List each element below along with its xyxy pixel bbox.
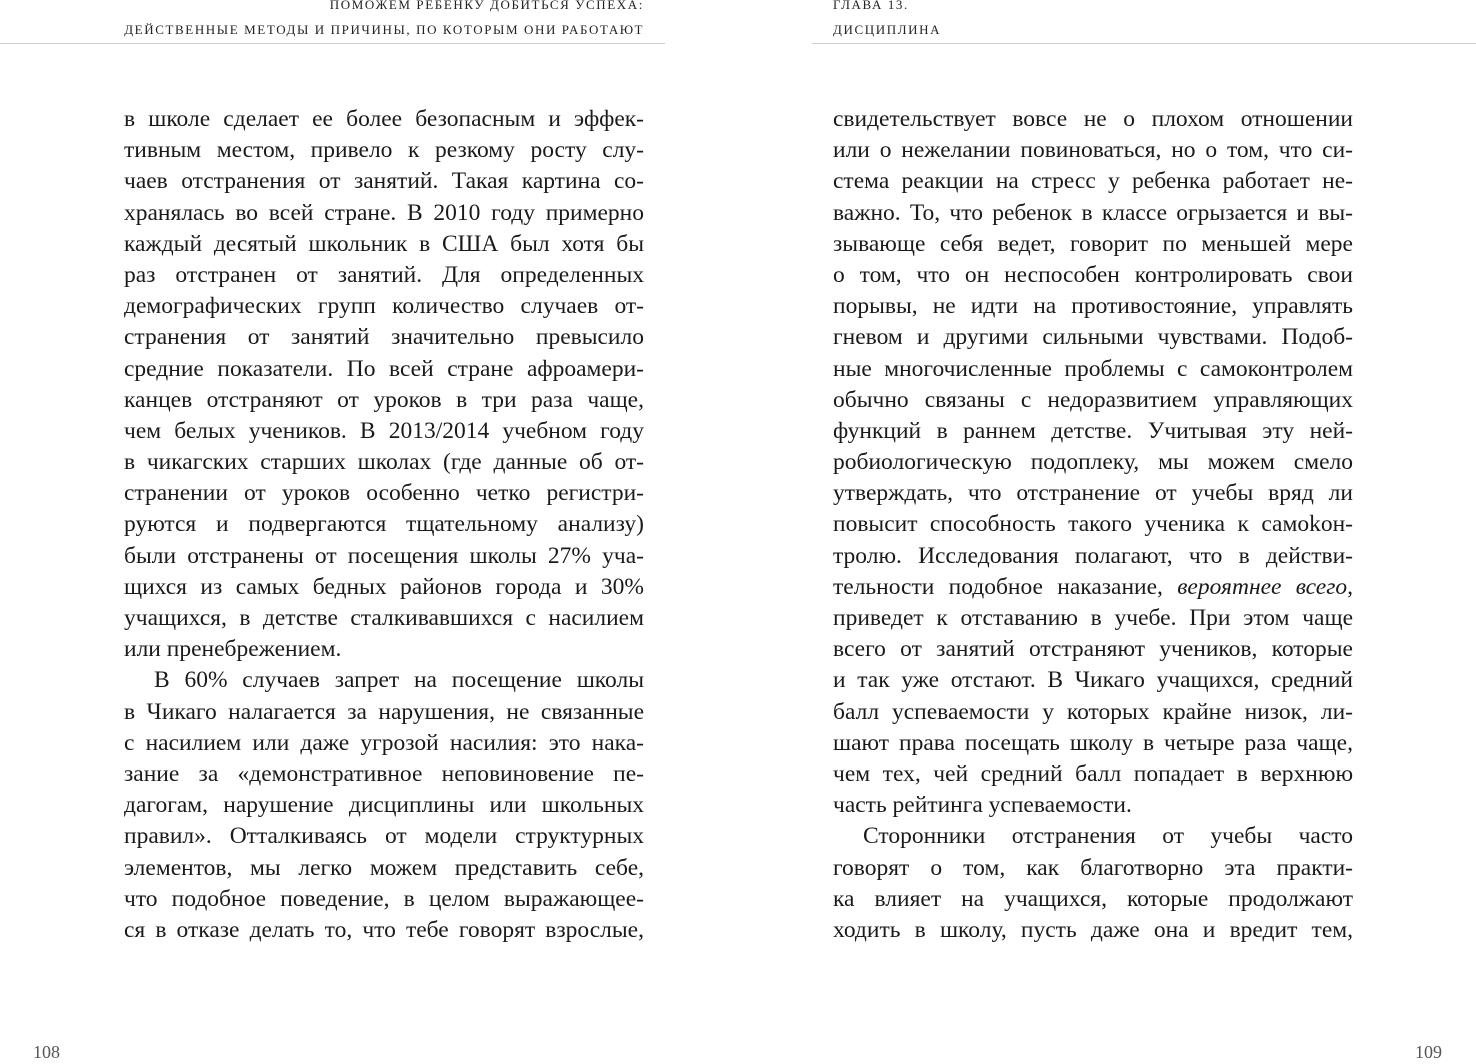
running-head-left-line2: ДЕЙСТВЕННЫЕ МЕТОДЫ И ПРИЧИНЫ, ПО КОТОРЫМ ОНИ РАБОТАЮТ xyxy=(124,22,644,37)
body-line: зывающе себя ведет, говорит по меньшей мере xyxy=(833,230,1353,257)
italic-phrase: вероятнее всего, xyxy=(1177,573,1353,600)
body-line: функций в раннем детстве. Учитывая эту ней- xyxy=(833,417,1353,444)
running-head-left-line1: ПОМОЖЕМ РЕБЕНКУ ДОБИТЬСЯ УСПЕХА: xyxy=(329,0,644,12)
body-line: или пренебрежением. xyxy=(124,636,342,663)
body-line: тролю. Исследования полагают, что в действи- xyxy=(833,542,1353,569)
body-line: учащихся, в детстве сталкивавшихся с насилием xyxy=(124,605,644,631)
body-line: дагогам, нарушение дисциплины или школьных xyxy=(124,792,644,819)
body-line: приведет к отставанию в учебе. При этом чаще xyxy=(833,605,1353,631)
body-line: гневом и другими сильными чувствами. Подоб- xyxy=(833,324,1353,351)
running-head-right xyxy=(833,0,1353,42)
body-line: о том, что он неспособен контролировать свои xyxy=(833,261,1353,288)
body-line: странении от уроков особенно четко регистри- xyxy=(124,480,644,507)
body-line: правил». Отталкиваясь от модели структурных xyxy=(124,823,644,850)
body-line: руются и подвергаются тщательному анализу) xyxy=(124,511,644,538)
body-line: демографических групп количество случаев от- xyxy=(124,293,644,320)
left-page-body xyxy=(124,104,644,946)
body-line: балл успеваемости у которых крайне низок, ли- xyxy=(833,698,1353,725)
body-line: всего от занятий отстраняют учеников, которые xyxy=(833,636,1353,663)
body-line: важно. То, что ребенок в классе огрызается и вы- xyxy=(833,199,1353,226)
body-line-with-italic xyxy=(833,572,1353,603)
header-rule-right xyxy=(812,43,1476,44)
body-line: чаев отстранения от занятий. Такая картина со- xyxy=(124,168,644,195)
body-line: свидетельствует вовсе не о плохом отношении xyxy=(833,106,1353,132)
body-line: ходить в школу, пусть даже она и вредит тем, xyxy=(833,916,1353,943)
body-line: ные многочисленные проблемы с самоконтролем xyxy=(833,355,1353,382)
body-line: шают права посещать школу в четыре раза чаще, xyxy=(833,729,1353,756)
body-line: Сторонники отстранения от учебы часто xyxy=(863,823,1353,850)
body-line: говорят о том, как благотворно эта практи- xyxy=(833,854,1353,881)
body-line: хранялась во всей стране. В 2010 году примерно xyxy=(124,199,644,226)
body-line: с насилием или даже угрозой насилия: это нака- xyxy=(124,729,644,756)
body-line: щихся из самых бедных районов города и 30% xyxy=(124,573,644,600)
body-line: и так уже отстают. В Чикаго учащихся, средний xyxy=(833,667,1353,694)
body-line: часть рейтинга успеваемости. xyxy=(833,792,1132,819)
body-line: порывы, не идти на противостояние, управлять xyxy=(833,293,1353,320)
body-line: ка влияет на учащихся, которые продолжают xyxy=(833,885,1353,912)
body-line: были отстранены от посещения школы 27% уча- xyxy=(124,542,644,569)
page-number-left: 108 xyxy=(33,1042,60,1062)
body-line: раз отстранен от занятий. Для определенных xyxy=(124,261,644,288)
body-line: чем тех, чей средний балл попадает в верхнюю xyxy=(833,760,1353,787)
body-line: повысит способность такого ученика к самоkон- xyxy=(833,511,1353,538)
body-line: что подобное поведение, в целом выражающее- xyxy=(124,885,644,912)
page-number-right: 109 xyxy=(1415,1042,1442,1062)
running-head-right-line1: ГЛАВА 13. xyxy=(833,0,909,12)
body-line: чем белых учеников. В 2013/2014 учебном году xyxy=(124,417,644,444)
body-line: В 60% случаев запрет на посещение школы xyxy=(154,667,644,694)
running-head-right-line2: ДИСЦИПЛИНА xyxy=(833,22,942,37)
body-line: обычно связаны с недоразвитием управляющих xyxy=(833,386,1353,413)
body-line: зание за «демонстративное неповиновение пе- xyxy=(124,760,644,787)
body-line: тивным местом, привело к резкому росту слу- xyxy=(124,137,644,164)
body-line: или о нежелании повиноваться, но о том, что си- xyxy=(833,137,1353,164)
body-line: каждый десятый школьник в США был хотя бы xyxy=(124,230,644,257)
body-line: канцев отстраняют от уроков в три раза чаще, xyxy=(124,386,644,413)
body-line: ся в отказе делать то, что тебе говорят взрослые, xyxy=(124,916,644,943)
body-line-prefix: тельности подобное наказание, xyxy=(833,573,1178,600)
body-line: в чикагских старших школах (где данные об от- xyxy=(124,449,644,476)
body-line: стема реакции на стресс у ребенка работает не- xyxy=(833,168,1353,195)
body-line: в школе сделает ее более безопасным и эффек- xyxy=(124,106,644,132)
body-line: утверждать, что отстранение от учебы вряд ли xyxy=(833,480,1353,507)
body-line: в Чикаго налагается за нарушения, не связанные xyxy=(124,698,644,725)
right-page-body xyxy=(833,104,1353,946)
body-line: средние показатели. По всей стране афроамери- xyxy=(124,355,644,382)
header-rule-left xyxy=(0,43,665,44)
body-line: странения от занятий значительно превысило xyxy=(124,324,644,351)
running-head-left xyxy=(0,0,644,42)
body-line: робиологическую подоплеку, мы можем смело xyxy=(833,449,1353,476)
body-line: элементов, мы легко можем представить себе, xyxy=(124,854,644,881)
